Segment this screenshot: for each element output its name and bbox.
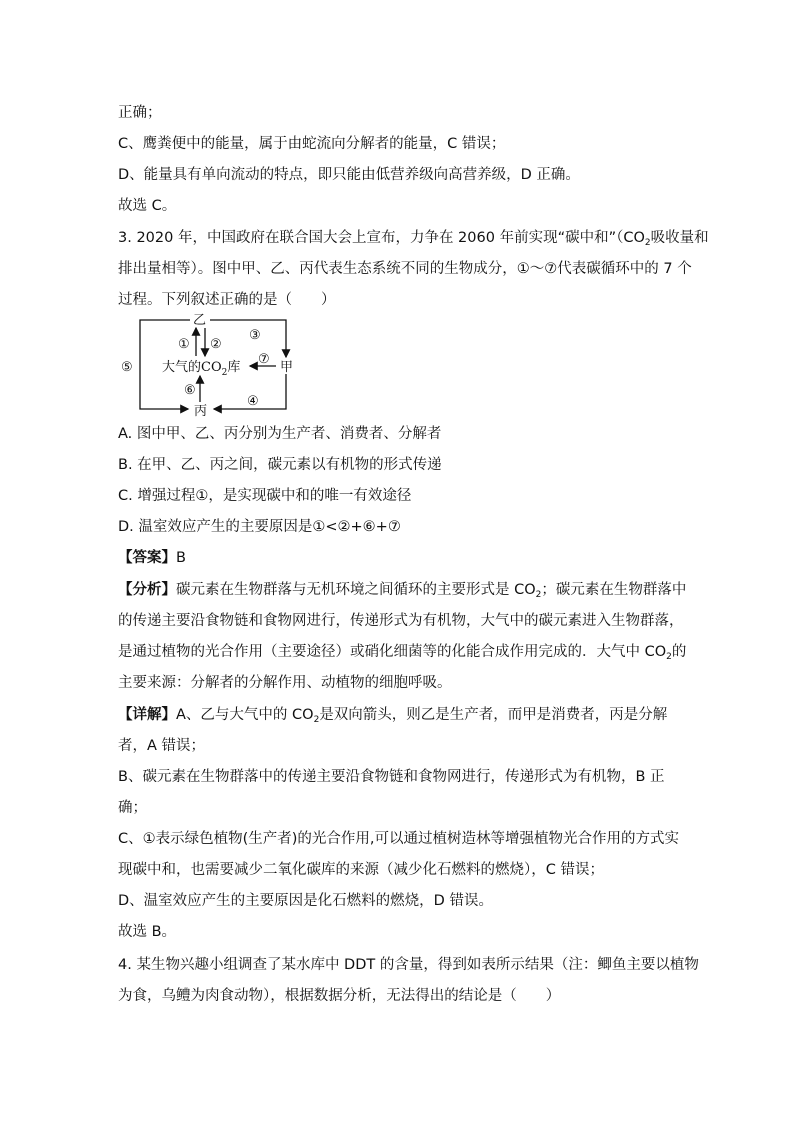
answer-tag: 【答案】 xyxy=(118,550,176,566)
question-3-text-b: 吸收量和 xyxy=(650,230,709,246)
analysis-text: ；碳元素在生物群落中 xyxy=(541,582,687,598)
node-jia: 甲 xyxy=(280,360,294,375)
pool-suffix: 库 xyxy=(227,360,241,375)
label-2: ② xyxy=(210,337,222,352)
text-line: C、鹰粪便中的能量，属于由蛇流向分解者的能量，C 错误； xyxy=(118,136,506,152)
detail-line-4: 确； xyxy=(118,800,147,816)
subscript: 2 xyxy=(535,590,542,600)
subscript: 2 xyxy=(644,238,651,248)
detail-tag: 【详解】 xyxy=(118,707,176,723)
analysis-text: 是通过植物的光合作用（主要途径）或硝化细菌等的化能合成作用完成的．大气中 CO xyxy=(118,644,667,660)
subscript: 2 xyxy=(666,652,672,662)
detail-line-1 xyxy=(118,705,667,725)
detail-line-5: C、①表示绿色植物(生产者)的光合作用,可以通过植树造林等增强植物光合作用的方式实 xyxy=(118,831,680,847)
analysis-tag: 【分析】 xyxy=(118,582,176,598)
label-4: ④ xyxy=(247,394,259,409)
label-3: ③ xyxy=(249,328,261,343)
detail-line-6: 现碳中和，也需要减少二氧化碳库的来源（减少化石燃料的燃烧），C 错误； xyxy=(118,862,604,878)
question-3-line-1 xyxy=(118,228,709,248)
analysis-line-3 xyxy=(118,642,686,662)
option-b: B. 在甲、乙、丙之间，碳元素以有机物的形式传递 xyxy=(118,457,442,473)
pool-subscript: 2 xyxy=(221,368,228,378)
analysis-line-4: 主要来源：分解者的分解作用、动植物的细胞呼吸。 xyxy=(118,675,452,691)
answer-value: B xyxy=(176,550,186,566)
detail-line-2: 者，A 错误； xyxy=(118,738,206,754)
option-d: D. 温室效应产生的主要原因是①<②+⑥+⑦ xyxy=(118,519,401,535)
question-3-text-a: 3. 2020 年，中国政府在联合国大会上宣布，力争在 2060 年前实现“碳中和”（CO xyxy=(118,230,645,246)
option-a: A. 图中甲、乙、丙分别为生产者、消费者、分解者 xyxy=(118,426,442,442)
detail-line-8: 故选 B。 xyxy=(118,924,177,940)
question-3-line-2: 排出量相等）。图中甲、乙、丙代表生态系统不同的生物成分，①～⑦代表碳循环中的 7 个 xyxy=(118,261,692,277)
detail-line-7: D、温室效应产生的主要原因是化石燃料的燃烧，D 错误。 xyxy=(118,893,493,909)
question-4-line-1: 4. 某生物兴趣小组调查了某水库中 DDT 的含量，得到如表所示结果（注：鲫鱼主要以植物 xyxy=(118,957,699,973)
question-4-line-2: 为食，乌鳢为肉食动物），根据数据分析，无法得出的结论是（ ） xyxy=(118,988,561,1004)
analysis-text: 的 xyxy=(671,644,687,660)
detail-text: A、乙与大气中的 CO xyxy=(176,707,314,723)
pool-text: 大气的CO xyxy=(162,360,222,375)
text-line: 正确； xyxy=(118,105,162,121)
analysis-line-2: 的传递主要沿食物链和食物网进行，传递形式为有机物，大气中的碳元素进入生物群落， xyxy=(118,613,684,629)
option-c: C. 增强过程①，是实现碳中和的唯一有效途径 xyxy=(118,488,412,504)
node-co2-pool xyxy=(162,359,240,378)
text-line: D、能量具有单向流动的特点，即只能由低营养级向高营养级，D 正确。 xyxy=(118,167,580,183)
text-line: 故选 C。 xyxy=(118,198,177,214)
label-7: ⑦ xyxy=(258,352,270,367)
node-yi: 乙 xyxy=(193,313,207,328)
carbon-cycle-diagram xyxy=(118,310,308,418)
label-1: ① xyxy=(178,337,190,352)
question-3-line-3: 过程。下列叙述正确的是（ ） xyxy=(118,292,336,308)
answer-line xyxy=(118,548,186,568)
analysis-text: 碳元素在生物群落与无机环境之间循环的主要形式是 CO xyxy=(176,582,536,598)
node-bing: 丙 xyxy=(194,404,208,418)
detail-text: 是双向箭头，则乙是生产者，而甲是消费者，丙是分解 xyxy=(319,707,668,723)
subscript: 2 xyxy=(313,715,320,725)
analysis-line-1 xyxy=(118,580,686,600)
detail-line-3: B、碳元素在生物群落中的传递主要沿食物链和食物网进行，传递形式为有机物，B 正 xyxy=(118,769,665,785)
label-6: ⑥ xyxy=(184,383,196,398)
label-5: ⑤ xyxy=(121,360,133,375)
